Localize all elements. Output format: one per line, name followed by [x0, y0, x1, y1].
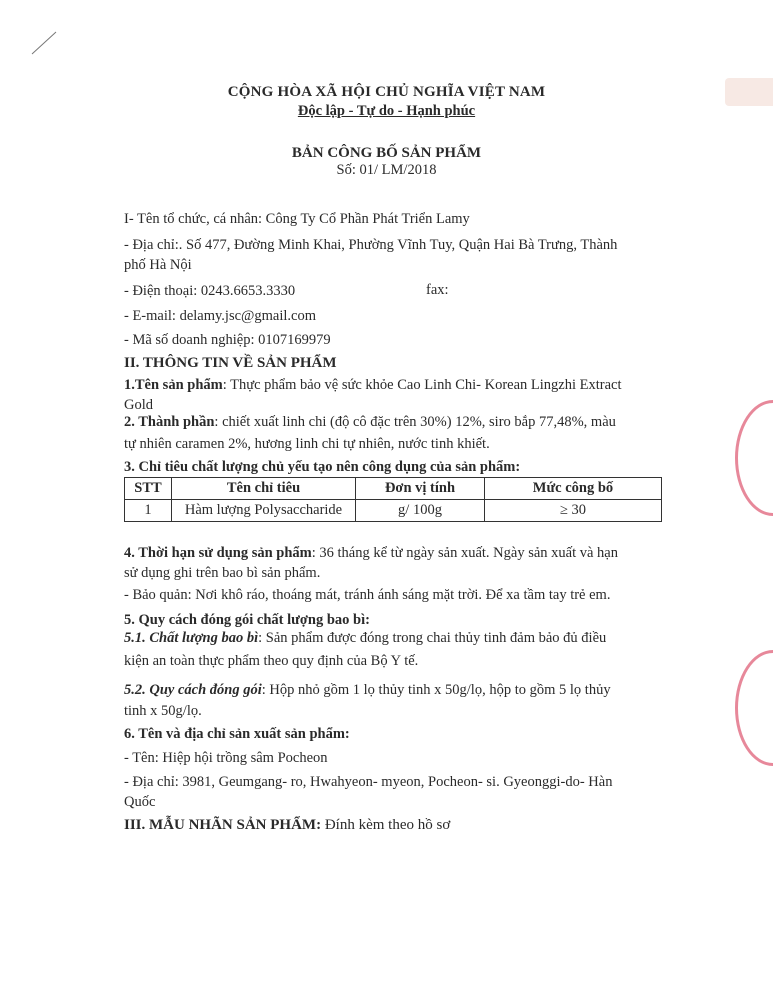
shelf-life-text: : 36 tháng kể từ ngày sản xuất. Ngày sản xuất và hạn	[311, 545, 618, 561]
quality-table	[124, 477, 662, 522]
red-stamp-bottom	[735, 650, 773, 766]
manufacturer-name: - Tên: Hiệp hội trồng sâm Pocheon	[124, 750, 328, 766]
packaging-spec-line	[124, 680, 611, 700]
motto: Độc lập - Tự do - Hạnh phúc	[297, 103, 476, 119]
packaging-heading: 5. Quy cách đóng gói chất lượng bao bì:	[124, 612, 370, 628]
product-name-text: : Thực phẩm bảo vệ sức khỏe Cao Linh Chi- Korean Lingzhi Extract	[222, 377, 622, 393]
packaging-quality-text: : Sản phẩm được đóng trong chai thủy tinh đảm bảo đủ điều	[258, 630, 607, 646]
table-cell: Hàm lượng Polysaccharide	[172, 500, 356, 522]
table-cell: ≥ 30	[485, 500, 662, 522]
table-header: Mức công bố	[485, 478, 662, 500]
product-name-cont: Gold	[124, 397, 153, 413]
document-title: BẢN CÔNG BỐ SẢN PHẨM	[291, 145, 482, 161]
section-2-heading: II. THÔNG TIN VỀ SẢN PHẨM	[124, 355, 337, 371]
packaging-spec-cont: tinh x 50g/lọ.	[124, 703, 202, 719]
ingredients-line	[124, 412, 616, 432]
country-header: CỘNG HÒA XÃ HỘI CHỦ NGHĨA VIỆT NAM	[227, 84, 546, 100]
org-tax-id: - Mã số doanh nghiệp: 0107169979	[124, 332, 331, 348]
org-phone: - Điện thoại: 0243.6653.3330	[124, 283, 296, 299]
pen-mark-icon	[24, 24, 64, 64]
section-3-text: Đính kèm theo hồ sơ	[321, 817, 451, 833]
packaging-quality-line	[124, 628, 606, 648]
ingredients-cont: tự nhiên caramen 2%, hương linh chi tự nhiên, nước tinh khiết.	[124, 436, 490, 452]
shelf-life-line	[124, 543, 618, 563]
storage-line: - Bảo quản: Nơi khô ráo, thoáng mát, tránh ánh sáng mặt trời. Để xa tầm tay trẻ em.	[124, 587, 611, 603]
org-name: I- Tên tổ chức, cá nhân: Công Ty Cổ Phần Phát Triển Lamy	[124, 211, 470, 227]
table-header: Đơn vị tính	[356, 478, 485, 500]
manufacturer-address-cont: Quốc	[124, 794, 156, 810]
table-cell: 1	[125, 500, 172, 522]
org-address-2: phố Hà Nội	[124, 257, 192, 273]
section-3-heading: III. MẪU NHÃN SẢN PHẨM:	[124, 817, 322, 833]
table-row	[125, 500, 662, 522]
manufacturer-heading: 6. Tên và địa chỉ sản xuất sản phẩm:	[124, 726, 350, 742]
packaging-quality-label: 5.1. Chất lượng bao bì	[124, 630, 259, 646]
ingredients-label: 2. Thành phần	[124, 414, 215, 430]
table-header: Tên chỉ tiêu	[172, 478, 356, 500]
org-address-1: - Địa chỉ:. Số 477, Đường Minh Khai, Phường Vĩnh Tuy, Quận Hai Bà Trưng, Thành	[124, 237, 618, 253]
table-cell: g/ 100g	[356, 500, 485, 522]
packaging-spec-text: : Hộp nhỏ gồm 1 lọ thủy tinh x 50g/lọ, hộp to gồm 5 lọ thủy	[261, 682, 611, 698]
packaging-spec-label: 5.2. Quy cách đóng gói	[124, 682, 262, 698]
red-stamp-top	[735, 400, 773, 516]
org-email: - E-mail: delamy.jsc@gmail.com	[124, 308, 316, 324]
product-name-line	[124, 375, 622, 395]
document-number: Số: 01/ LM/2018	[336, 162, 437, 178]
section-3-line	[124, 815, 450, 835]
quality-heading: 3. Chỉ tiêu chất lượng chủ yếu tạo nên công dụng của sản phẩm:	[124, 459, 521, 475]
org-fax: fax:	[426, 282, 449, 298]
shelf-life-cont: sử dụng ghi trên bao bì sản phẩm.	[124, 565, 321, 581]
product-name-label: 1.Tên sản phẩm	[124, 377, 223, 393]
ingredients-text: : chiết xuất linh chi (độ cô đặc trên 30%) 12%, siro bắp 77,48%, màu	[214, 414, 616, 430]
manufacturer-address: - Địa chỉ: 3981, Geumgang- ro, Hwahyeon- myeon, Pocheon- si. Gyeonggi-do- Hàn	[124, 774, 613, 790]
packaging-quality-cont: kiện an toàn thực phẩm theo quy định của Bộ Y tế.	[124, 653, 419, 669]
table-header: STT	[125, 478, 172, 500]
table-header-row	[125, 478, 662, 500]
shelf-life-label: 4. Thời hạn sử dụng sản phẩm	[124, 545, 312, 561]
